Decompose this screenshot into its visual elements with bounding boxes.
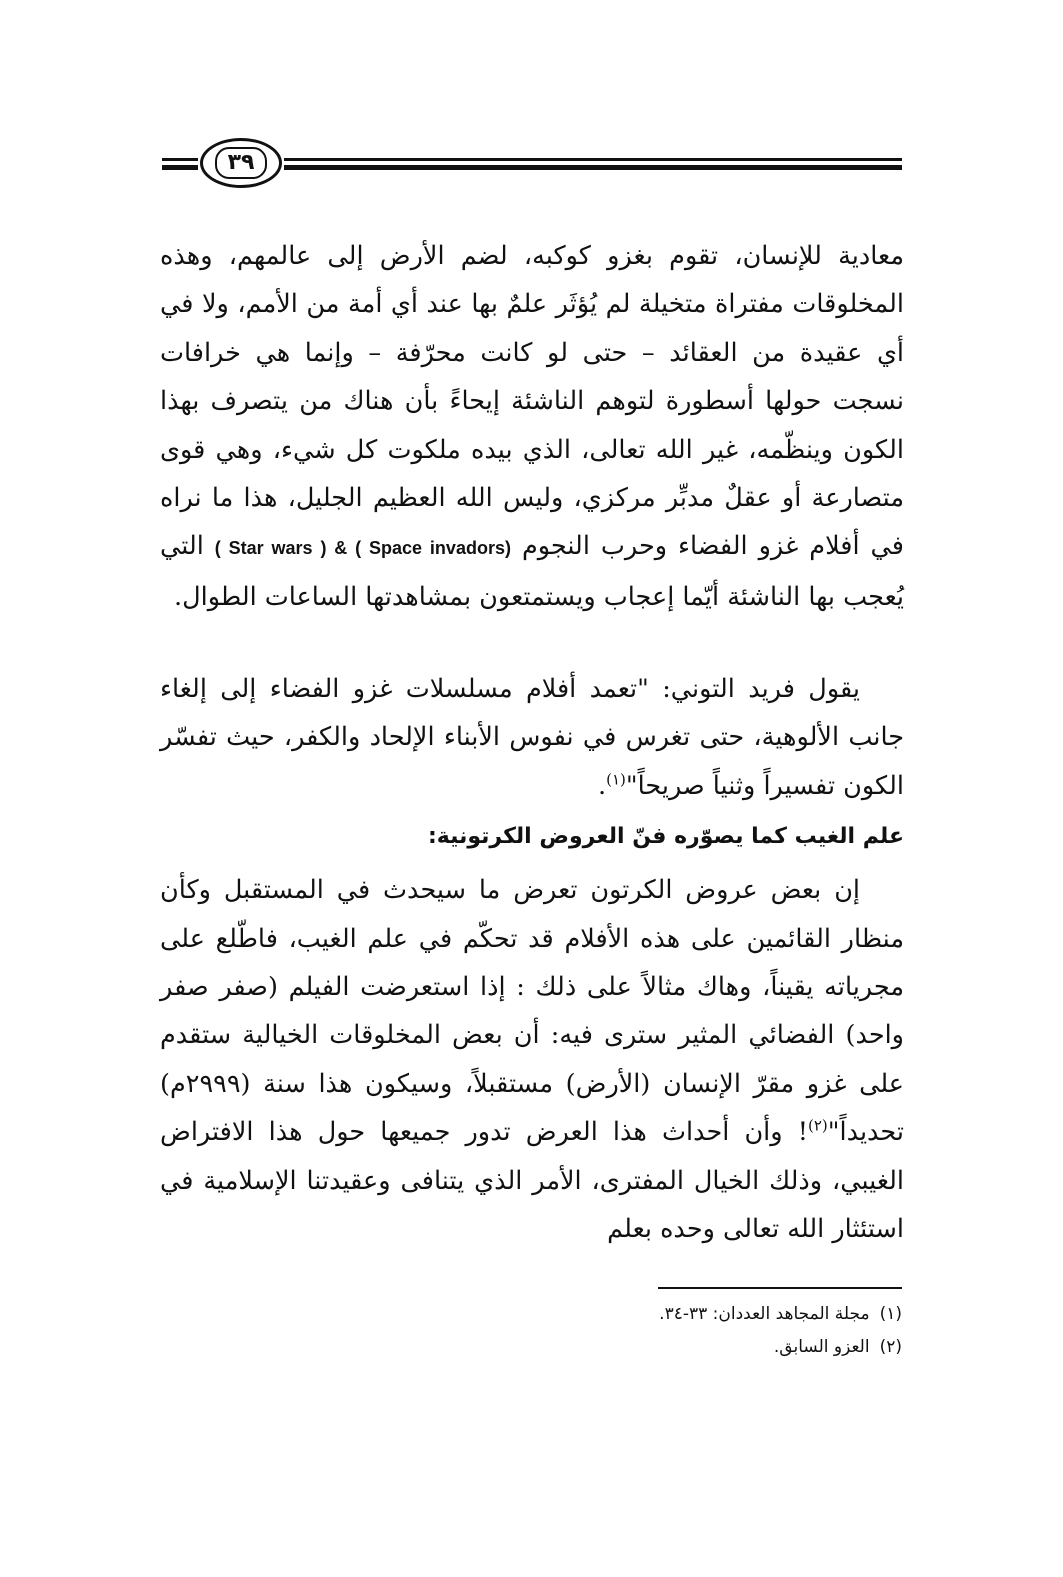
footnote-1 <box>560 1298 902 1331</box>
footnote-2-mark: (٢) <box>879 1337 902 1357</box>
main-text <box>160 232 904 1253</box>
page-number-badge <box>200 138 282 188</box>
paragraph-2 <box>160 665 904 810</box>
paragraph-2-text: يقول فريد التوني: "تعمد أفلام مسلسلات غزو الفضاء إلى إلغاء جانب الألوهية، حتى تغرس في نفوس الأبناء الإلحاد والكفر، حيث تفسّر الكون تفسيراً وثنياً صريحاً" <box>160 674 904 801</box>
page-number: ٣٩ <box>227 150 255 175</box>
footnote-2-text: العزو السابق. <box>773 1337 870 1357</box>
footnotes <box>560 1298 902 1364</box>
footnote-separator <box>658 1287 902 1289</box>
header-rule-left-thin <box>162 158 198 161</box>
header-rule-thick <box>284 165 902 170</box>
section-heading: علم الغيب كما يصوّره فنّ العروض الكرتونية: <box>428 824 904 850</box>
header-rule-left-thick <box>162 165 198 170</box>
page-number-frame <box>215 147 267 179</box>
footnote-1-mark: (١) <box>879 1304 902 1324</box>
paragraph-3 <box>160 866 904 1253</box>
page-header <box>162 134 902 194</box>
paragraph-1-text: معادية للإنسان، تقوم بغزو كوكبه، لضم الأرض إلى عالمهم، وهذه المخلوقات مفتراة متخيلة لم يُؤثَر علمٌ بها عند أي أمة من الأمم، ولا في أي عقيدة من العقائد – حتى لو كانت محرّفة – وإنما هي خرافات نسجت حولها أسطورة لتوهم الناشئة إيحاءً بأن هناك من يتصرف بهذا الكون وينظّمه، غير الله تعالى، الذي بيده ملكوت كل شيء، وهي قوى متصارعة أو عقلٌ مدبِّر مركزي، وليس الله العظيم الجليل، هذا ما نراه في أفلام غزو الفضاء وحرب النجوم <box>160 241 904 562</box>
footnote-ref-2: (٢) <box>807 1116 828 1135</box>
film-titles-latin: ( Star wars ) & ( Space invadors) <box>214 538 511 559</box>
paragraph-1-text-end: التي يُعجب بها الناشئة أيّما إعجاب ويستمتعون بمشاهدتها الساعات الطوال. <box>160 531 904 612</box>
header-rule-thin <box>284 158 902 161</box>
paragraph-3-text-end: ! وأن أحداث هذا العرض تدور جميعها حول هذا الافتراض الغيبي، وذلك الخيال المفترى، الأمر الذي يتنافى وعقيدتنا الإسلامية في استئثار الله تعالى وحده بعلم <box>160 1117 904 1245</box>
footnote-1-text: مجلة المجاهد العددان: ٣٣-٣٤. <box>659 1304 870 1324</box>
footnote-2 <box>560 1331 902 1364</box>
paragraph-1 <box>160 232 904 663</box>
paragraph-2-end: . <box>598 770 607 801</box>
paragraph-3-text: إن بعض عروض الكرتون تعرض ما سيحدث في المستقبل وكأن منظار القائمين على هذه الأفلام قد تحكّم في علم الغيب، فاطّلع على مجرياته يقيناً، وهاك مثالاً على ذلك : إذا استعرضت الفيلم (صفر صفر واحد) الفضائي المثير سترى فيه: أن بعض المخلوقات الخيالية ستقدم على غزو مقرّ الإنسان (الأرض) مستقبلاً، وسيكون هذا سنة (٢٩٩٩م) تحديداً" <box>160 875 904 1148</box>
footnote-ref-1: (١) <box>606 770 626 789</box>
